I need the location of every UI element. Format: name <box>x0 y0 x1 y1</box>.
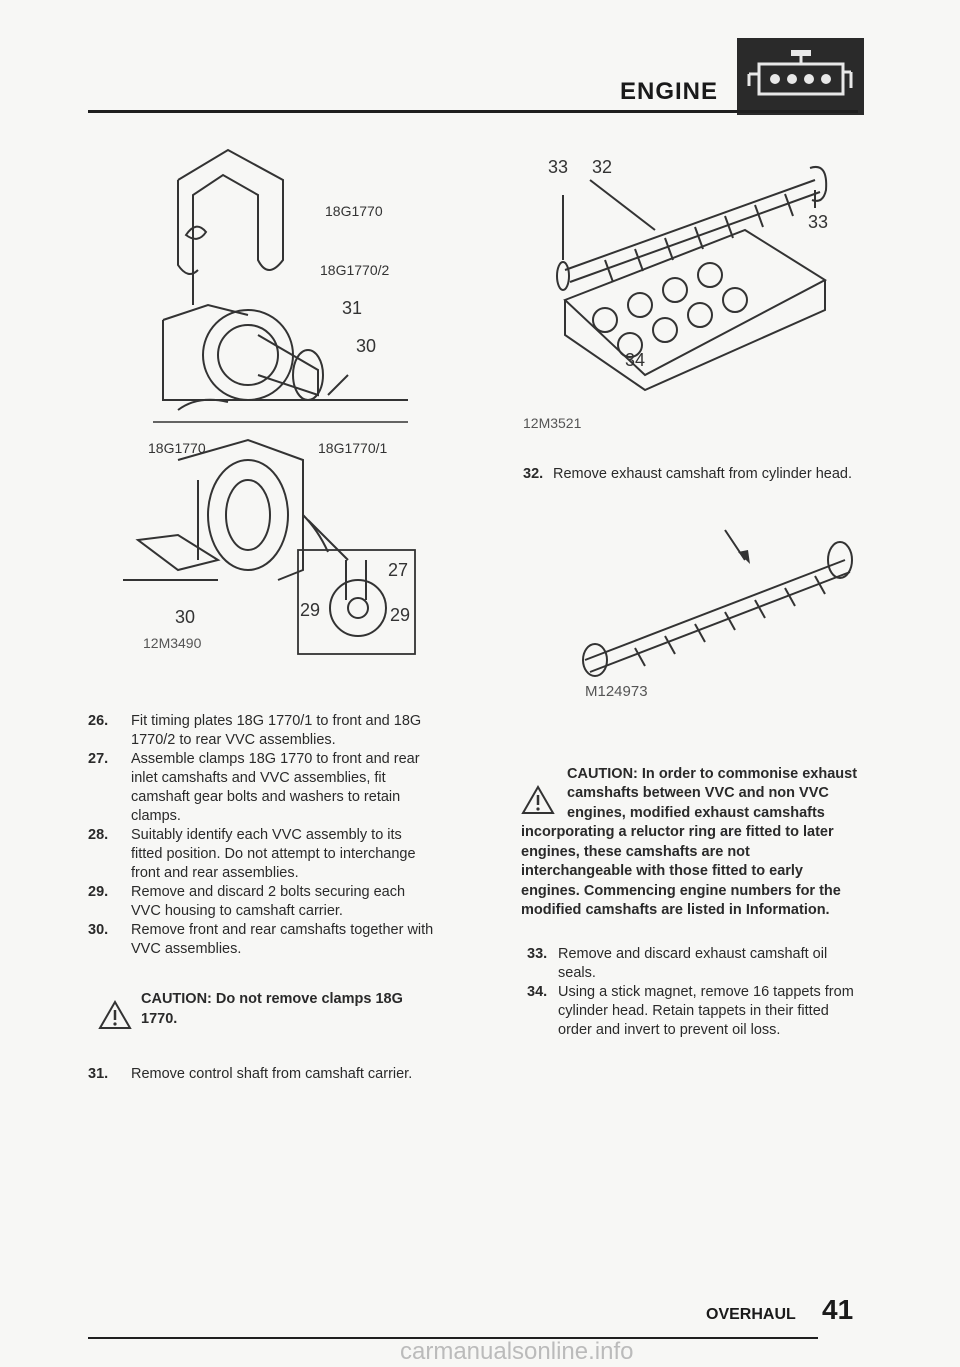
warning-triangle-icon <box>98 1000 132 1035</box>
callout-18g1770-2: 18G1770/2 <box>320 262 390 278</box>
caution-clamps-line1: CAUTION: Do not remove clamps 18G <box>141 991 403 1007</box>
caution-clamps-line2: 1770. <box>141 1011 178 1027</box>
figure-code-12m3490: 12M3490 <box>143 635 202 651</box>
caution-commonise-line2: camshafts between VVC and non VVC <box>567 785 829 801</box>
callout-lower-18g1770: 18G1770 <box>148 440 206 456</box>
callout-33-left: 33 <box>548 157 569 177</box>
callout-29-left: 29 <box>300 600 321 620</box>
callout-32: 32 <box>592 157 613 177</box>
caution-commonise-line4: incorporating a reluctor ring are fitted to later <box>521 824 834 840</box>
section-title: ENGINE <box>620 78 719 105</box>
caution-commonise-line7: engines. Commencing engine numbers for the <box>521 883 841 899</box>
callout-lower-30: 30 <box>175 607 196 627</box>
caution-commonise-line6: interchangeable with those fitted to early <box>521 863 803 879</box>
page-number: 41 <box>822 1294 854 1325</box>
caution-commonise-line3: engines, modified exhaust camshafts <box>567 805 825 821</box>
header-rule <box>88 110 858 113</box>
exhaust-camshaft-illustration <box>575 520 865 680</box>
caution-commonise-line5: engines, these camshafts are not <box>521 844 750 860</box>
callout-34: 34 <box>625 350 646 370</box>
figure-code-m124973: M124973 <box>585 683 648 700</box>
engine-icon <box>737 38 864 115</box>
footer-section-label: OVERHAUL <box>706 1306 796 1323</box>
figure-code-12m3521: 12M3521 <box>523 415 582 431</box>
callout-18g1770-1: 18G1770/1 <box>318 440 388 456</box>
callout-31: 31 <box>342 298 363 318</box>
step-26: 26. Fit timing plates 18G 1770/1 to front and 18G <box>88 713 422 729</box>
callout-30: 30 <box>356 336 377 356</box>
callout-27: 27 <box>388 560 409 580</box>
callout-18g1770: 18G1770 <box>325 203 383 219</box>
watermark-text: carmanualsonline.info <box>400 1338 634 1365</box>
caution-commonise-line8: modified camshafts are listed in Information. <box>521 902 830 918</box>
callout-29-right: 29 <box>390 605 411 625</box>
callout-33-right: 33 <box>808 212 829 232</box>
warning-triangle-icon-2 <box>521 785 555 820</box>
cylinder-head-illustration <box>545 150 835 395</box>
caution-commonise-line1: CAUTION: In order to commonise exhaust <box>567 766 858 782</box>
